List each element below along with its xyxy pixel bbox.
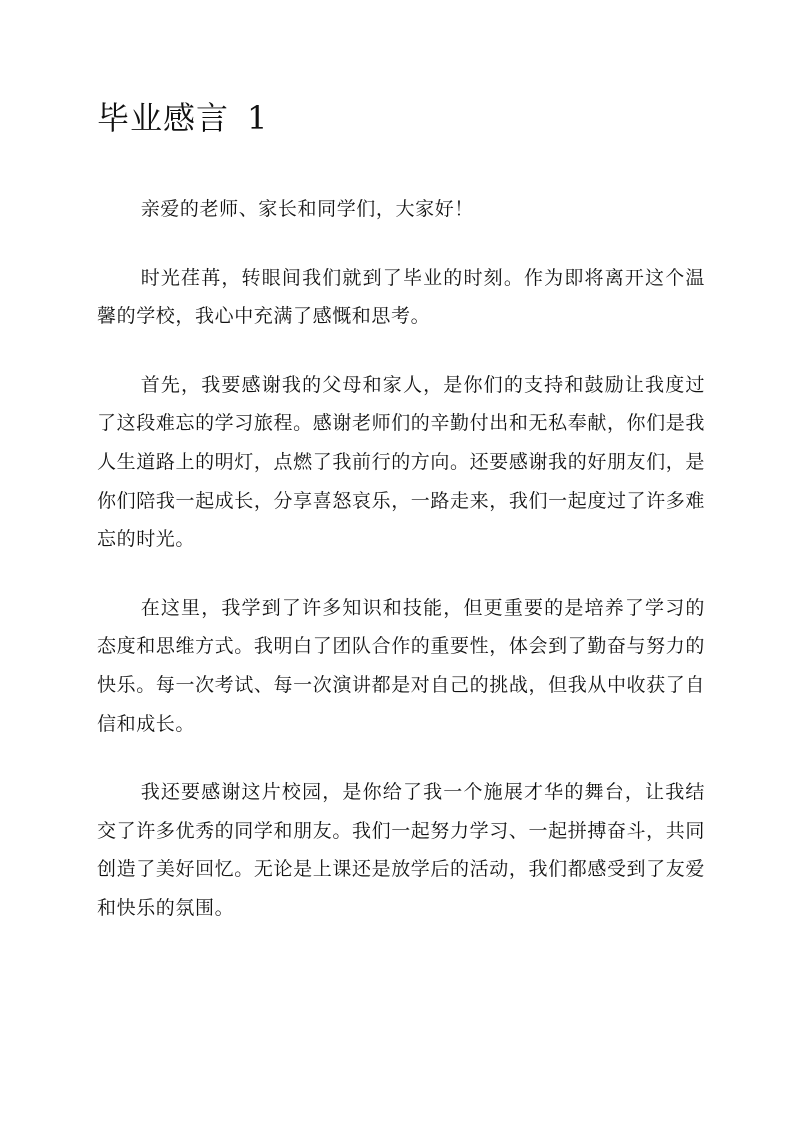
paragraph-thanks-family: 首先，我要感谢我的父母和家人，是你们的支持和鼓励让我度过了这段难忘的学习旅程。感谢老师们的辛勤付出和无私奉献，你们是我人生道路上的明灯，点燃了我前行的方向。还要感谢我的好朋友们，是你们陪我一起成长，分享喜怒哀乐，一路走来，我们一起度过了许多难忘的时光。 bbox=[97, 373, 705, 551]
document-title bbox=[97, 96, 268, 140]
paragraph-learning: 在这里，我学到了许多知识和技能，但更重要的是培养了学习的态度和思维方式。我明白了团队合作的重要性，体会到了勤奋与努力的快乐。每一次考试、每一次演讲都是对自己的挑战，但我从中收获了自信和成长。 bbox=[97, 596, 705, 735]
title-text: 毕业感言 bbox=[97, 99, 230, 137]
document-body bbox=[97, 190, 705, 958]
title-number: 1 bbox=[247, 99, 269, 137]
paragraph-intro: 时光荏苒，转眼间我们就到了毕业的时刻。作为即将离开这个温馨的学校，我心中充满了感慨和思考。 bbox=[97, 266, 705, 328]
paragraph-greeting: 亲爱的老师、家长和同学们，大家好！ bbox=[140, 198, 474, 220]
paragraph-thanks-campus: 我还要感谢这片校园，是你给了我一个施展才华的舞台，让我结交了许多优秀的同学和朋友。我们一起努力学习、一起拼搏奋斗，共同创造了美好回忆。无论是上课还是放学后的活动，我们都感受到了友爱和快乐的氛围。 bbox=[97, 781, 705, 919]
